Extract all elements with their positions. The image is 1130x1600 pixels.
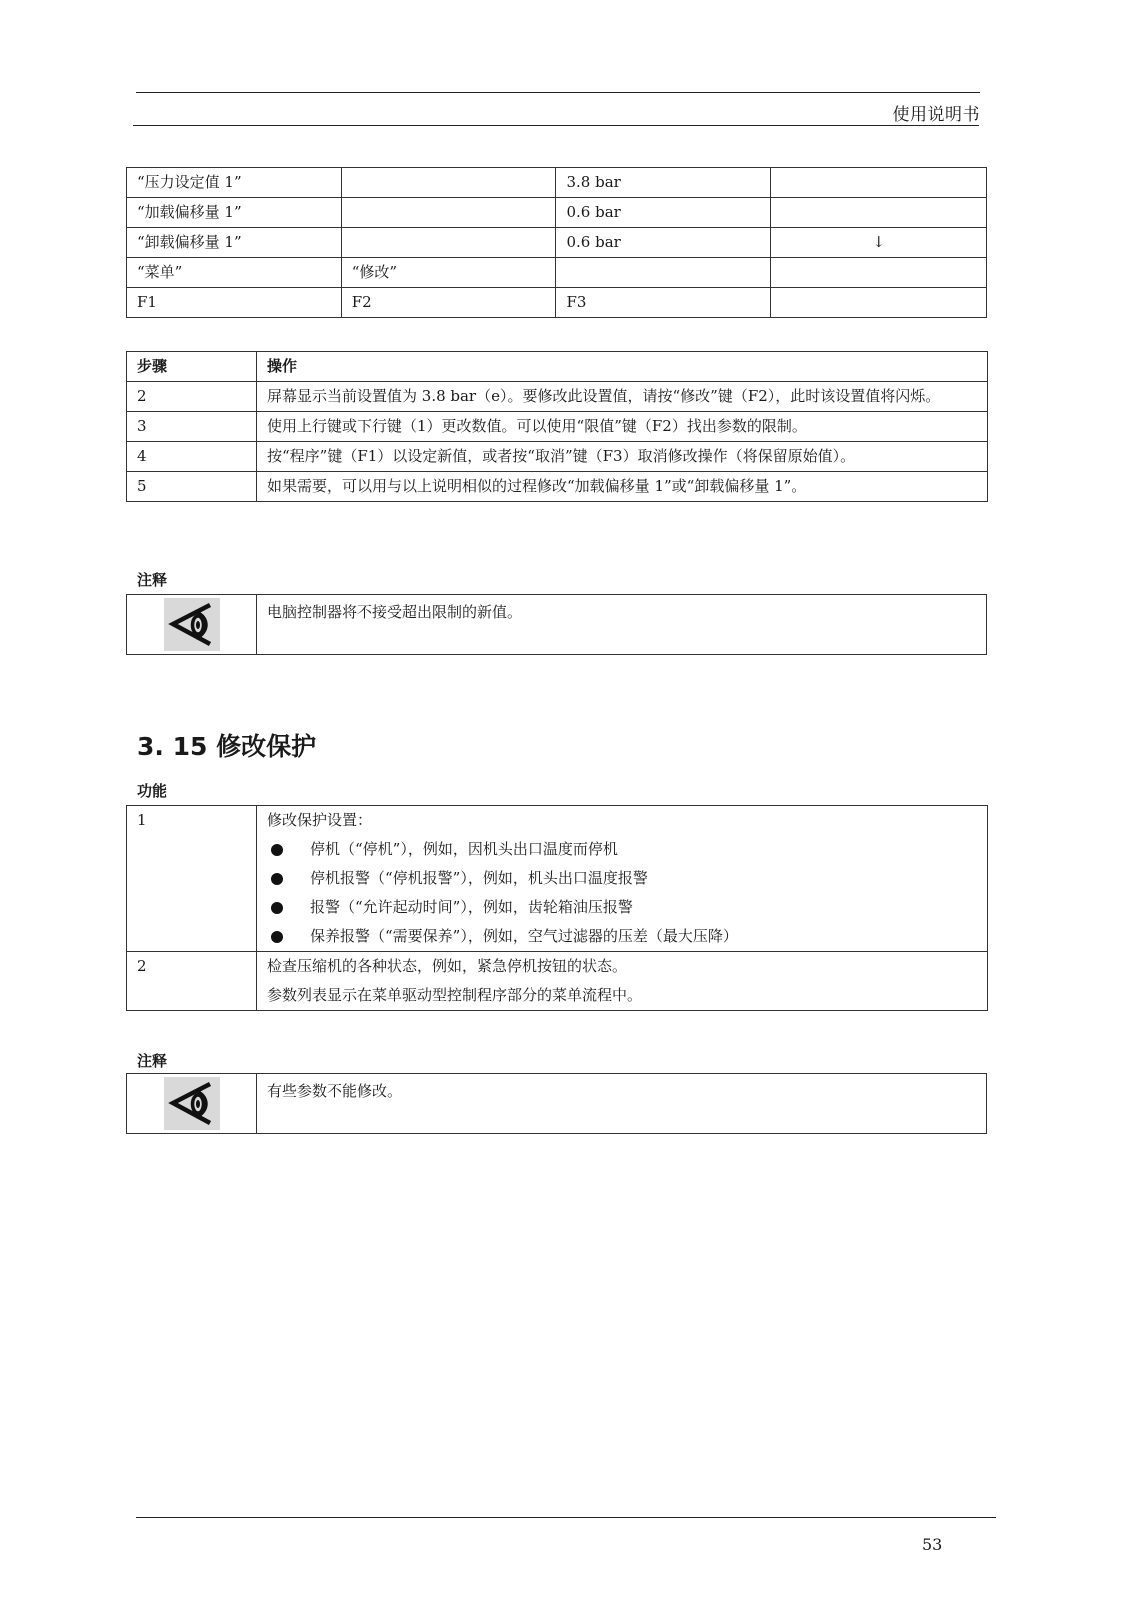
table-row <box>127 198 987 228</box>
note-label: 注释 <box>137 571 168 589</box>
table-row <box>127 412 988 442</box>
steps-table <box>126 351 988 502</box>
table-row <box>127 442 988 472</box>
table-cell <box>771 198 987 228</box>
bullet-item <box>267 922 977 951</box>
bullet-dot-icon <box>271 902 283 914</box>
note-icon-cell <box>127 595 257 654</box>
header-title: 使用说明书 <box>892 105 980 125</box>
page-number: 53 <box>922 1535 943 1554</box>
column-header-operation: 操作 <box>257 352 988 382</box>
header-rule-bottom <box>133 125 979 126</box>
table-cell: F1 <box>127 288 342 318</box>
function-number: 2 <box>127 952 257 1011</box>
eye-icon <box>164 598 220 651</box>
table-cell <box>771 288 987 318</box>
table-cell: 0.6 bar <box>556 228 771 258</box>
bullet-dot-icon <box>271 873 283 885</box>
step-number: 2 <box>127 382 257 412</box>
table-cell: “压力设定值 1” <box>127 168 342 198</box>
header-rule-top <box>136 92 980 93</box>
section-heading: 3. 15 修改保护 <box>137 732 317 761</box>
table-row <box>127 472 988 502</box>
table-row <box>127 382 988 412</box>
table-cell: F3 <box>556 288 771 318</box>
table-cell: “修改” <box>341 258 556 288</box>
table-cell: “卸载偏移量 1” <box>127 228 342 258</box>
table-cell: F2 <box>341 288 556 318</box>
table-cell <box>771 258 987 288</box>
bullet-text: 停机（“停机”），例如，因机头出口温度而停机 <box>310 840 618 858</box>
function-lead: 修改保护设置： <box>267 811 373 829</box>
step-operation: 如果需要，可以用与以上说明相似的过程修改“加载偏移量 1”或“卸载偏移量 1”。 <box>257 472 988 502</box>
table-cell: “加载偏移量 1” <box>127 198 342 228</box>
function-line: 参数列表显示在菜单驱动型控制程序部分的菜单流程中。 <box>267 986 643 1004</box>
table-row <box>127 806 988 952</box>
bullet-text: 报警（“允许起动时间”），例如，齿轮箱油压报警 <box>310 898 633 916</box>
function-label: 功能 <box>137 782 168 800</box>
note-icon-cell <box>127 1074 257 1133</box>
step-operation: 屏幕显示当前设置值为 3.8 bar（e）。要修改此设置值，请按“修改”键（F2），此时该设置值将闪烁。 <box>257 382 988 412</box>
table-cell: “菜单” <box>127 258 342 288</box>
bullet-text: 停机报警（“停机报警”），例如，机头出口温度报警 <box>310 869 648 887</box>
function-line: 检查压缩机的各种状态，例如，紧急停机按钮的状态。 <box>267 957 628 975</box>
table-row <box>127 952 988 1011</box>
bullet-text: 保养报警（“需要保养”），例如，空气过滤器的压差（最大压降） <box>310 927 738 945</box>
bullet-dot-icon <box>271 844 283 856</box>
note-text: 电脑控制器将不接受超出限制的新值。 <box>267 603 523 621</box>
table-header-row <box>127 352 988 382</box>
table-row <box>127 168 987 198</box>
column-header-step: 步骤 <box>127 352 257 382</box>
bullet-item <box>267 893 977 922</box>
table-cell <box>771 168 987 198</box>
function-description <box>257 806 988 952</box>
eye-icon <box>164 1077 220 1130</box>
table-row <box>127 288 987 318</box>
function-number: 1 <box>127 806 257 952</box>
bullet-item <box>267 864 977 893</box>
step-number: 5 <box>127 472 257 502</box>
bullet-dot-icon <box>271 931 283 943</box>
note-box <box>126 1073 987 1134</box>
function-description <box>257 952 988 1011</box>
note-text: 有些参数不能修改。 <box>267 1082 403 1100</box>
table-cell: 3.8 bar <box>556 168 771 198</box>
table-cell: 0.6 bar <box>556 198 771 228</box>
table-cell <box>341 168 556 198</box>
step-operation: 使用上行键或下行键（1）更改数值。可以使用“限值”键（F2）找出参数的限制。 <box>257 412 988 442</box>
table-cell <box>556 258 771 288</box>
step-number: 3 <box>127 412 257 442</box>
step-number: 4 <box>127 442 257 472</box>
function-table <box>126 805 988 1011</box>
note-label: 注释 <box>137 1052 168 1070</box>
table-row <box>127 258 987 288</box>
footer-rule <box>136 1517 996 1518</box>
step-operation: 按“程序”键（F1）以设定新值，或者按“取消”键（F3）取消修改操作（将保留原始值）。 <box>257 442 988 472</box>
table-row <box>127 228 987 258</box>
table-cell <box>341 228 556 258</box>
table-cell <box>341 198 556 228</box>
down-arrow-icon: ↓ <box>771 228 987 258</box>
note-box <box>126 594 987 655</box>
bullet-item <box>267 835 977 864</box>
display-table <box>126 167 987 318</box>
